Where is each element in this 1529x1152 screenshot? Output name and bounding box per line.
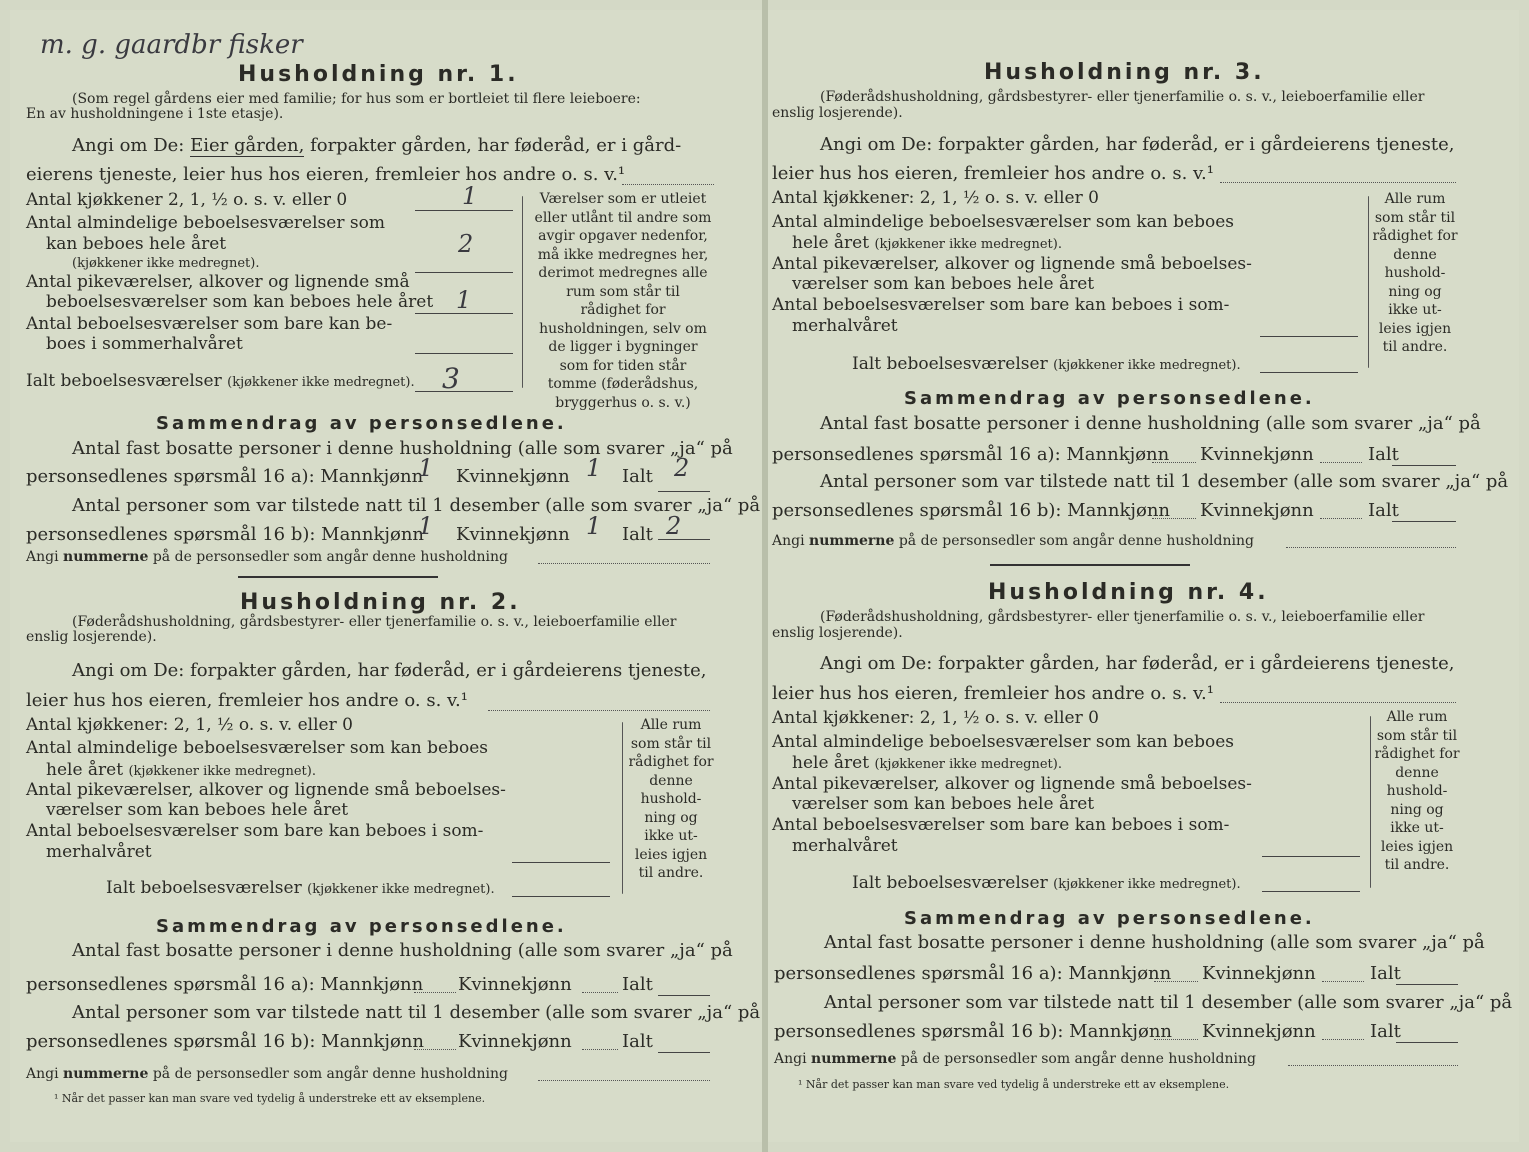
- h4-s1-line1: Antal fast bosatte personer i denne husholdning (alle som svarer „ja“ på: [824, 932, 1485, 953]
- h1-16a-male: 1: [418, 454, 434, 482]
- h1-16b-total-label: Ialt: [622, 524, 653, 545]
- h3-title: Husholdning nr. 3.: [984, 60, 1265, 85]
- h1-summer-label1: Antal beboelsesværelser som bare kan be-: [26, 314, 393, 334]
- h1-kitchens-value: 1: [462, 182, 478, 210]
- h1-title: Husholdning nr. 1.: [238, 62, 519, 87]
- h1-rooms-note: (kjøkkener ikke medregnet).: [72, 256, 260, 271]
- h3-numbers-line: [772, 534, 1254, 549]
- h2-summer-label1: Antal beboelsesværelser som bare kan beboes i som-: [26, 821, 484, 841]
- h1-numbers-a: Angi: [26, 549, 59, 565]
- h3-numbers-b: nummerne: [809, 533, 895, 549]
- h1-numbers-b: nummerne: [63, 549, 149, 565]
- h2-summary-title: Sammendrag av personsedlene.: [156, 916, 567, 937]
- h1-numbers-c: på de personsedler som angår denne husholdning: [152, 549, 508, 565]
- h4-small-label1: Antal pikeværelser, alkover og lignende små beboelses-: [772, 774, 1252, 794]
- h1-kitchens-label: Antal kjøkkener 2, 1, ½ o. s. v. eller 0: [26, 190, 348, 210]
- h1-ask-label: Angi om De:: [72, 135, 185, 156]
- h1-16b-male: 1: [418, 512, 434, 540]
- h3-16b-total-label: Ialt: [1368, 500, 1399, 521]
- h1-total-note: (kjøkkener ikke medregnet).: [227, 375, 415, 390]
- h3-s1-line2: personsedlenes spørsmål 16 a): Mannkjønn: [772, 444, 1170, 465]
- h2-16a-total-label: Ialt: [622, 974, 653, 995]
- h4-title: Husholdning nr. 4.: [988, 580, 1269, 605]
- h3-numbers-a: Angi: [772, 533, 805, 549]
- h4-summary-title: Sammendrag av personsedlene.: [904, 908, 1315, 929]
- h2-16a-female-label: Kvinnekjønn: [458, 974, 572, 995]
- h4-summer-label2: merhalvåret: [792, 836, 898, 856]
- h1-total-label: [26, 371, 415, 391]
- handwritten-top-note: m. g. gaardbr fisker: [40, 30, 303, 60]
- h2-rooms-label2: [46, 760, 316, 780]
- h1-rooms-label2: kan beboes hele året: [46, 234, 227, 254]
- h2-rooms-note: (kjøkkener ikke medregnet).: [128, 764, 316, 779]
- h4-rooms-label2: [792, 753, 1062, 773]
- h4-kitchens-label: Antal kjøkkener: 2, 1, ½ o. s. v. eller 0: [772, 708, 1099, 728]
- h4-note-line2: enslig losjerende).: [772, 625, 903, 641]
- h4-numbers-c: på de personsedler som angår denne husholdning: [900, 1051, 1256, 1067]
- h1-small-value: 1: [456, 286, 472, 314]
- h3-small-label1: Antal pikeværelser, alkover og lignende små beboelses-: [772, 254, 1252, 274]
- h2-summer-label2: merhalvåret: [46, 842, 152, 862]
- h2-kitchens-label: Antal kjøkkener: 2, 1, ½ o. s. v. eller 0: [26, 715, 353, 735]
- h2-numbers-line: [26, 1067, 508, 1082]
- h2-ask-line2: leier hus hos eieren, fremleier hos andre o. s. v.¹: [26, 690, 468, 711]
- h2-s1-line1: Antal fast bosatte personer i denne husholdning (alle som svarer „ja“ på: [72, 940, 733, 961]
- h2-total-note: (kjøkkener ikke medregnet).: [307, 882, 495, 897]
- h2-16b-female-label: Kvinnekjønn: [458, 1031, 572, 1052]
- h4-side-note: Alle rum som står til rådighet for denne hushold-ning og ikke ut-leies igjen til andre.: [1374, 709, 1460, 873]
- left-page: [10, 10, 762, 1142]
- h1-16b-female-label: Kvinnekjønn: [456, 524, 570, 545]
- h2-title: Husholdning nr. 2.: [240, 590, 521, 615]
- h2-numbers-c: på de personsedler som angår denne husholdning: [152, 1066, 508, 1082]
- h4-s1-line2: personsedlenes spørsmål 16 a): Mannkjønn: [774, 963, 1172, 984]
- h1-16a-total: 2: [674, 454, 690, 482]
- h4-16b-total-label: Ialt: [1370, 1021, 1401, 1042]
- h1-small-label2: beboelsesværelser som kan beboes hele året: [46, 292, 434, 312]
- h4-s2-line1: Antal personer som var tilstede natt til 1 desember (alle som svarer „ja“ på: [824, 992, 1513, 1013]
- h3-s2-line2: personsedlenes spørsmål 16 b): Mannkjønn: [772, 500, 1171, 521]
- h4-rooms-label2-text: hele året: [792, 753, 870, 773]
- h1-total-value: 3: [442, 362, 460, 395]
- h3-rooms-label2: [792, 233, 1062, 253]
- h1-s1-line1: Antal fast bosatte personer i denne husholdning (alle som svarer „ja“ på: [72, 438, 733, 459]
- h1-side-note: Værelser som er utleiet eller utlånt til andre som avgir opgaver nedenfor, må ikke medregnes her, derimot medregnes alle rum som står til rådighet for husholdningen, selv om de ligger i bygninger som for tiden står tomme (føderådshus, bryggerhus o. s. v.): [534, 191, 712, 411]
- h3-ask-line2: leier hus hos eieren, fremleier hos andre o. s. v.¹: [772, 163, 1214, 184]
- h2-side-note: Alle rum som står til rådighet for denne hushold-ning og ikke ut-leies igjen til andre.: [628, 717, 714, 881]
- h3-side-note: Alle rum som står til rådighet for denne hushold-ning og ikke ut-leies igjen til andre.: [1372, 191, 1458, 355]
- h1-rooms-label1: Antal almindelige beboelsesværelser som: [26, 213, 385, 233]
- h1-16a-total-label: Ialt: [622, 466, 653, 487]
- h3-16a-total-label: Ialt: [1368, 444, 1399, 465]
- h1-s2-line2: personsedlenes spørsmål 16 b): Mannkjønn: [26, 524, 425, 545]
- h3-small-label2: værelser som kan beboes hele året: [792, 274, 1095, 294]
- h1-16a-female: 1: [586, 454, 602, 482]
- h1-s1-line2: personsedlenes spørsmål 16 a): Mannkjønn: [26, 466, 424, 487]
- h4-16b-female-label: Kvinnekjønn: [1202, 1021, 1316, 1042]
- h1-summary-title: Sammendrag av personsedlene.: [156, 413, 567, 434]
- h1-s2-line1: Antal personer som var tilstede natt til 1 desember (alle som svarer „ja“ på: [72, 495, 761, 516]
- h1-numbers-line: [26, 550, 508, 565]
- h2-16b-total-label: Ialt: [622, 1031, 653, 1052]
- h4-total-text: Ialt beboelsesværelser: [852, 873, 1048, 893]
- h4-ask-line1: Angi om De: forpakter gården, har føderåd, er i gårdeierens tjeneste,: [820, 653, 1455, 674]
- h3-s1-line1: Antal fast bosatte personer i denne husholdning (alle som svarer „ja“ på: [820, 413, 1481, 434]
- h2-s1-line2: personsedlenes spørsmål 16 a): Mannkjønn: [26, 974, 424, 995]
- h1-total-text: Ialt beboelsesværelser: [26, 371, 222, 391]
- h3-rooms-label1: Antal almindelige beboelsesværelser som kan beboes: [772, 212, 1234, 232]
- h4-rooms-label1: Antal almindelige beboelsesværelser som kan beboes: [772, 732, 1234, 752]
- right-page: [768, 10, 1519, 1142]
- h3-ask-line1: Angi om De: forpakter gården, har føderåd, er i gårdeierens tjeneste,: [820, 134, 1455, 155]
- h3-kitchens-label: Antal kjøkkener: 2, 1, ½ o. s. v. eller 0: [772, 188, 1099, 208]
- h2-s2-line1: Antal personer som var tilstede natt til 1 desember (alle som svarer „ja“ på: [72, 1002, 761, 1023]
- h3-total-note: (kjøkkener ikke medregnet).: [1053, 358, 1241, 373]
- h1-small-label1: Antal pikeværelser, alkover og lignende små: [26, 272, 410, 292]
- h1-ask-options: forpakter gården, har føderåd, er i gård-: [310, 135, 682, 156]
- h3-note-line2: enslig losjerende).: [772, 105, 903, 121]
- h2-numbers-a: Angi: [26, 1066, 59, 1082]
- h2-s2-line2: personsedlenes spørsmål 16 b): Mannkjønn: [26, 1031, 425, 1052]
- h4-small-label2: værelser som kan beboes hele året: [792, 794, 1095, 814]
- h3-rooms-label2-text: hele året: [792, 233, 870, 253]
- h4-note-line1: (Føderådshusholdning, gårdsbestyrer- eller tjenerfamilie o. s. v., leieboerfamilie eller: [820, 609, 1425, 625]
- h3-note-line1: (Føderådshusholdning, gårdsbestyrer- eller tjenerfamilie o. s. v., leieboerfamilie eller: [820, 89, 1425, 105]
- h1-ask-line1: [72, 135, 681, 156]
- h2-small-label2: værelser som kan beboes hele året: [46, 800, 349, 820]
- h1-owner-option-underlined: Eier gården,: [190, 135, 305, 156]
- h4-16a-female-label: Kvinnekjønn: [1202, 963, 1316, 984]
- h2-note-line2: enslig losjerende).: [26, 629, 157, 645]
- h2-small-label1: Antal pikeværelser, alkover og lignende små beboelses-: [26, 780, 506, 800]
- h2-ask-line1: Angi om De: forpakter gården, har føderåd, er i gårdeierens tjeneste,: [72, 660, 707, 681]
- h1-rooms-value: 2: [458, 230, 474, 258]
- h2-numbers-b: nummerne: [63, 1066, 149, 1082]
- h3-16b-female-label: Kvinnekjønn: [1200, 500, 1314, 521]
- h3-total-text: Ialt beboelsesværelser: [852, 354, 1048, 374]
- h4-numbers-b: nummerne: [811, 1051, 897, 1067]
- h4-numbers-a: Angi: [774, 1051, 807, 1067]
- h3-16a-female-label: Kvinnekjønn: [1200, 444, 1314, 465]
- h1-summer-label2: boes i sommerhalvåret: [46, 334, 243, 354]
- h3-summer-label1: Antal beboelsesværelser som bare kan beboes i som-: [772, 295, 1230, 315]
- h4-ask-line2: leier hus hos eieren, fremleier hos andre o. s. v.¹: [772, 683, 1214, 704]
- h3-summary-title: Sammendrag av personsedlene.: [904, 388, 1315, 409]
- h4-numbers-line: [774, 1052, 1256, 1067]
- h4-rooms-note: (kjøkkener ikke medregnet).: [874, 757, 1062, 772]
- right-footnote: ¹ Når det passer kan man svare ved tydelig å understreke ett av eksemplene.: [798, 1078, 1230, 1091]
- h2-total-label: [106, 878, 495, 898]
- h1-note-line2: En av husholdningene i 1ste etasje).: [26, 106, 284, 122]
- h2-total-text: Ialt beboelsesværelser: [106, 878, 302, 898]
- h3-summer-label2: merhalvåret: [792, 316, 898, 336]
- h3-rooms-note: (kjøkkener ikke medregnet).: [874, 237, 1062, 252]
- h1-ask-line2: eierens tjeneste, leier hus hos eieren, fremleier hos andre o. s. v.¹: [26, 164, 626, 185]
- right-footnote-text: Når det passer kan man svare ved tydelig å understreke ett av eksemplene.: [805, 1078, 1230, 1091]
- h4-16a-total-label: Ialt: [1370, 963, 1401, 984]
- left-footnote-text: Når det passer kan man svare ved tydelig å understreke ett av eksemplene.: [61, 1092, 486, 1105]
- h2-rooms-label2-text: hele året: [46, 760, 124, 780]
- left-footnote: ¹ Når det passer kan man svare ved tydelig å understreke ett av eksemplene.: [54, 1092, 486, 1105]
- h1-16b-total: 2: [666, 512, 682, 540]
- h2-note-line1: (Føderådshusholdning, gårdsbestyrer- eller tjenerfamilie o. s. v., leieboerfamilie eller: [72, 614, 677, 630]
- h4-total-label: [852, 873, 1241, 893]
- h3-total-label: [852, 354, 1241, 374]
- h2-rooms-label1: Antal almindelige beboelsesværelser som kan beboes: [26, 738, 488, 758]
- h4-s2-line2: personsedlenes spørsmål 16 b): Mannkjønn: [774, 1021, 1173, 1042]
- h4-summer-label1: Antal beboelsesværelser som bare kan beboes i som-: [772, 815, 1230, 835]
- h3-numbers-c: på de personsedler som angår denne husholdning: [898, 533, 1254, 549]
- h4-total-note: (kjøkkener ikke medregnet).: [1053, 877, 1241, 892]
- h1-16b-female: 1: [586, 512, 602, 540]
- h1-16a-female-label: Kvinnekjønn: [456, 466, 570, 487]
- h3-s2-line1: Antal personer som var tilstede natt til 1 desember (alle som svarer „ja“ på: [820, 471, 1509, 492]
- h1-note-line1: (Som regel gårdens eier med familie; for hus som er bortleiet til flere leieboere:: [72, 91, 641, 107]
